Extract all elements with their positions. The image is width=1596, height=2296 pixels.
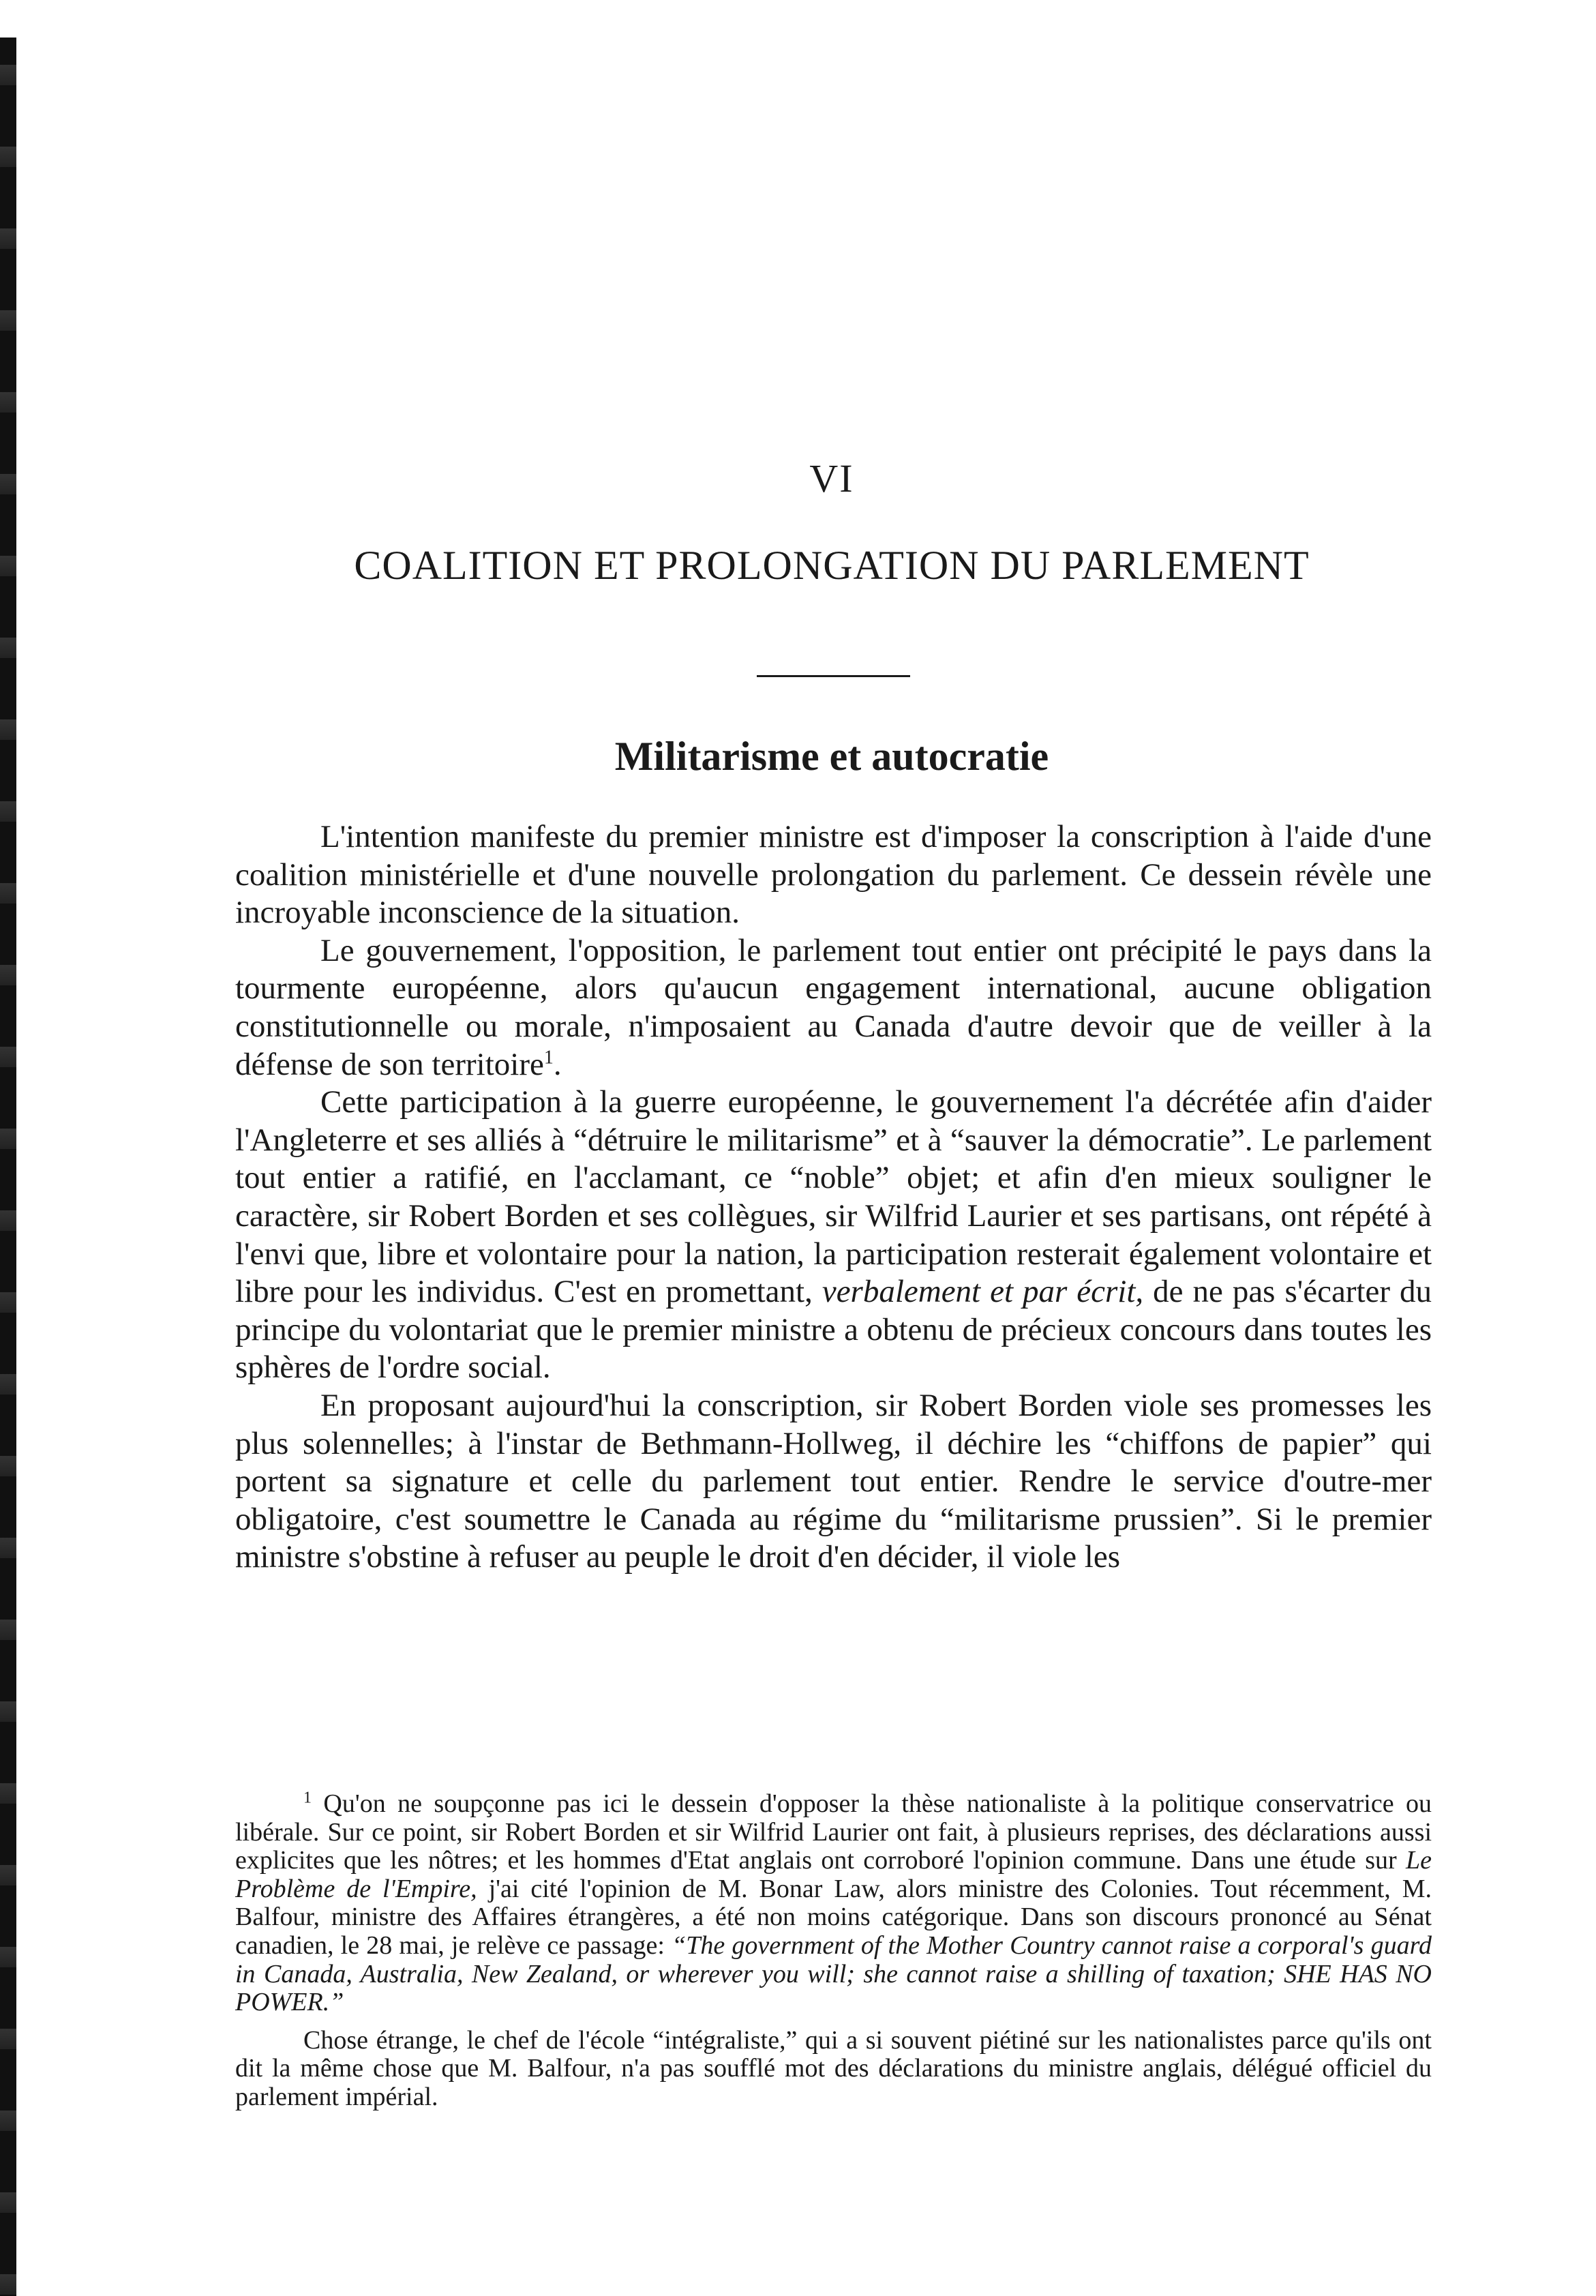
title-divider	[757, 675, 910, 677]
paragraph-1	[235, 818, 1432, 932]
paragraph-3-italic: verbalement et par écrit,	[822, 1274, 1144, 1310]
footnote-reference: 1	[543, 1046, 554, 1068]
paragraph-2	[235, 932, 1432, 1084]
footnotes	[235, 1790, 1432, 2112]
paragraph-1-text: L'intention manifeste du premier ministre est d'imposer la conscription à l'aide d'une coalition ministérielle et d'une nouvelle prolongation du parlement. Ce dessein révèle une incroyable inconscience de la situation.	[235, 819, 1432, 931]
section-title: Militarisme et autocratie	[614, 734, 1049, 779]
paragraph-4	[235, 1387, 1432, 1577]
paragraph-3	[235, 1084, 1432, 1387]
footnote-1-quotation: “The government of the Mother Country cannot raise a corporal's guard in Canada, Australia, New Zealand, or wherever you will; she cannot raise a shilling of taxation; SHE HAS NO POWER.”	[235, 1930, 1432, 2017]
document-page	[225, 0, 1439, 2296]
scan-binding-edge	[0, 38, 16, 2296]
footnote-1-text-a: Qu'on ne soupçonne pas ici le dessein d'opposer la thèse nationaliste à la politique conservatrice ou libérale. Sur ce point, sir Robert Borden et sir Wilfrid Laurier ont fait, à plusieurs reprises, des déclarations aussi explicites que les nôtres; et les hommes d'Etat anglais ont corroboré l'opinion commune. Dans une étude sur	[235, 1789, 1432, 1875]
footnote-2	[235, 2027, 1432, 2112]
footnote-2-text: Chose étrange, le chef de l'école “intégraliste,” qui a si souvent piétiné sur les nationalistes parce qu'ils ont dit la même chose que M. Balfour, n'a pas soufflé mot des déclarations du ministre anglais, délégué officiel du parlement impérial.	[235, 2025, 1432, 2111]
paragraph-2-end: .	[553, 1046, 562, 1082]
footnote-1-italic-title: Le Problème de l'Empire,	[235, 1846, 1432, 1903]
paragraph-3-text-a: Cette participation à la guerre européenne, le gouvernement l'a décrétée afin d'aider l'Angleterre et ses alliés à “détruire le militarisme” et à “sauver la démocratie”. Le parlement tout entier a ratifié, en l'acclamant, ce “noble” objet; et afin d'en mieux souligner le caractère, sir Robert Borden et ses collègues, sir Wilfrid Laurier et ses partisans, ont répété à l'envi que, libre et volontaire pour la nation, la participation resterait également volontaire et libre pour les individus. C'est en promettant,	[235, 1084, 1432, 1310]
paragraph-2-text: Le gouvernement, l'opposition, le parlement tout entier ont précipité le pays dans la tourmente européenne, alors qu'aucun engagement international, aucune obligation constitutionnelle ou morale, n'imposaient au Canada d'autre devoir que de veiller à la défense de son territoire	[235, 932, 1432, 1082]
body-text	[235, 818, 1432, 1577]
footnote-1-text-b: j'ai cité l'opinion de M. Bonar Law, alors ministre des Colonies. Tout récemment, M. Balfour, ministre des Affaires étrangères, a été non moins catégorique. Dans son discours prononcé au Sénat canadien, le 28 mai, je relève ce passage:	[235, 1874, 1432, 1960]
chapter-title: COALITION ET PROLONGATION DU PARLEMENT	[354, 543, 1310, 588]
paragraph-4-text: En proposant aujourd'hui la conscription, sir Robert Borden viole ses promesses les plus solennelles; à l'instar de Bethmann-Hollweg, il déchire les “chiffons de papier” qui portent sa signature et celle du parlement tout entier. Rendre le service d'outre-mer obligatoire, c'est soumettre le Canada au régime du “militarisme prussien”. Si le premier ministre s'obstine à refuser au peuple le droit d'en décider, il viole les	[235, 1387, 1432, 1575]
footnote-marker: 1	[303, 1789, 312, 1807]
paragraph-3-text-b: de ne pas s'écarter du principe du volontariat que le premier ministre a obtenu de précieux concours dans toutes les sphères de l'ordre social.	[235, 1274, 1432, 1386]
footnote-1	[235, 1790, 1432, 2017]
chapter-number: VI	[809, 456, 854, 501]
